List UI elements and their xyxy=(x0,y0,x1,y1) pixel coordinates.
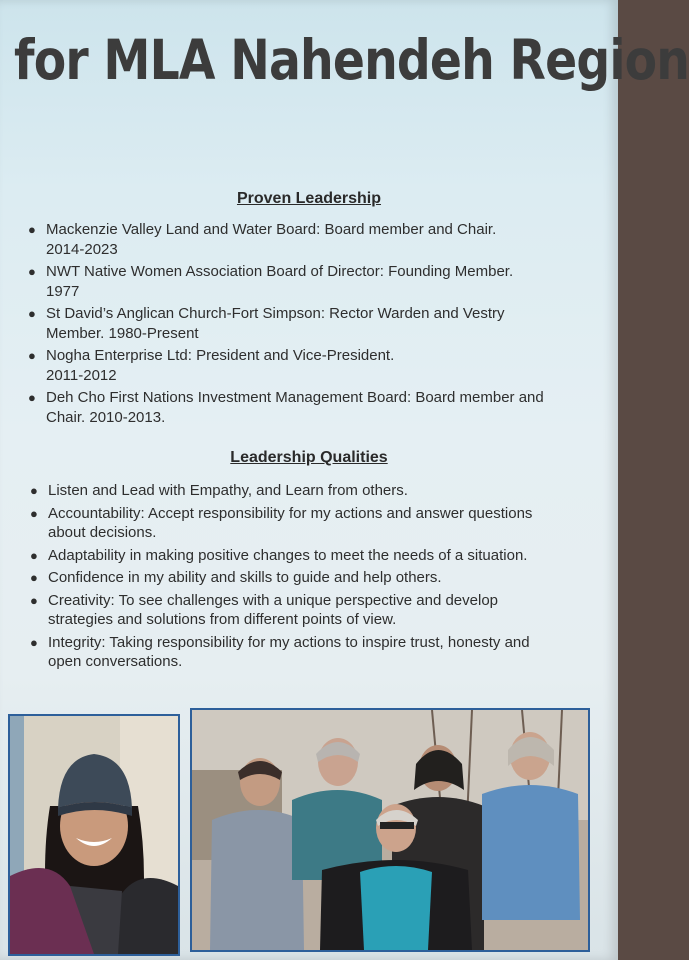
flyer-title: for MLA Nahendeh Region xyxy=(14,28,689,92)
bullet-icon: ● xyxy=(30,505,38,521)
proven-leadership-list xyxy=(28,220,558,430)
bullet-icon: ● xyxy=(28,306,36,321)
list-item: ● Mackenzie Valley Land and Water Board: Board member and Chair. 2014-2023 xyxy=(28,221,497,258)
list-item: ● St David’s Anglican Church-Fort Simpson: Rector Warden and Vestry Member. 1980-Present xyxy=(28,305,505,342)
list-item: ● Integrity: Taking responsibility for my actions to inspire trust, honesty and open conversations. xyxy=(30,633,530,670)
list-item: ● Listen and Lead with Empathy, and Learn from others. xyxy=(30,482,408,499)
list-item: ● Nogha Enterprise Ltd: President and Vice-President. 2011-2012 xyxy=(28,347,395,384)
bullet-icon: ● xyxy=(30,570,38,585)
bullet-icon: ● xyxy=(30,592,38,608)
bullet-icon: ● xyxy=(30,547,38,563)
group-photo xyxy=(190,708,590,952)
proven-leadership-heading: Proven Leadership xyxy=(236,190,382,207)
leadership-qualities-list xyxy=(30,481,565,675)
bullet-icon: ● xyxy=(28,264,36,279)
list-item: ● Accountability: Accept responsibility for my actions and answer questions about decisions. xyxy=(30,504,533,541)
bullet-icon: ● xyxy=(28,348,36,363)
list-item: ● Creativity: To see challenges with a unique perspective and develop strategies and solutions from different points of view. xyxy=(30,591,498,628)
list-item: ● Confidence in my ability and skills to guide and help others. xyxy=(30,569,442,586)
bullet-icon: ● xyxy=(30,483,38,498)
candidate-portrait-photo xyxy=(8,714,180,956)
bullet-icon: ● xyxy=(28,390,36,405)
list-item: ● NWT Native Women Association Board of Director: Founding Member. 1977 xyxy=(28,263,514,300)
list-item: ● Deh Cho First Nations Investment Management Board: Board member and Chair. 2010-2013. xyxy=(28,389,544,426)
leadership-qualities-heading: Leadership Qualities xyxy=(230,449,388,466)
list-item: ● Adaptability in making positive changes to meet the needs of a situation. xyxy=(30,546,528,564)
bullet-icon: ● xyxy=(30,634,38,650)
bullet-icon: ● xyxy=(28,222,36,237)
